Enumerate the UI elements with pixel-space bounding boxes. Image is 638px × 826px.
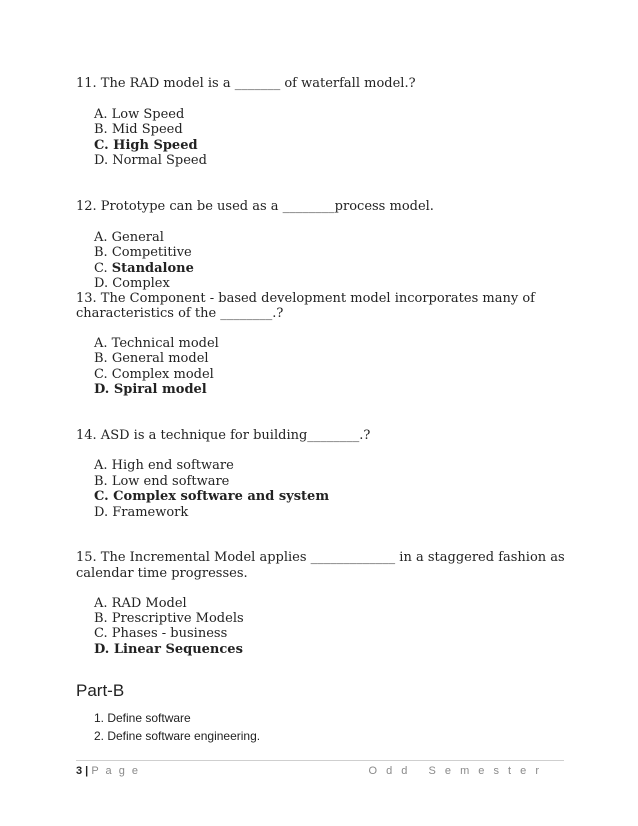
option-c-answer: Standalone [111, 261, 194, 276]
question-14-option-d: D. Framework [94, 505, 189, 520]
question-13-option-c: C. Complex model [94, 367, 214, 382]
footer-page-number [76, 764, 140, 778]
part-b-item-2: 2. Define software engineering. [94, 729, 261, 743]
question-14-option-b: B. Low end software [94, 474, 230, 489]
part-b-item-1: 1. Define software [94, 711, 191, 725]
question-11-option-d: D. Normal Speed [94, 153, 207, 168]
question-14-text: 14. ASD is a technique for building________.? [76, 428, 371, 443]
question-14-option-a: A. High end software [94, 458, 234, 473]
question-11-option-c-answer: C. High Speed [94, 138, 198, 153]
question-15-option-c: C. Phases - business [94, 626, 228, 641]
question-11-text: 11. The RAD model is a _______ of waterfall model.? [76, 76, 416, 91]
question-13-option-b: B. General model [94, 351, 209, 366]
footer-divider [76, 760, 564, 761]
question-11-option-b: B. Mid Speed [94, 122, 183, 137]
question-15-option-b: B. Prescriptive Models [94, 611, 244, 626]
question-15-option-a: A. RAD Model [94, 596, 187, 611]
question-15-text-line2: calendar time progresses. [76, 566, 248, 581]
page-number: 3 [76, 765, 83, 777]
question-12-option-d: D. Complex [94, 276, 170, 291]
option-c-prefix: C. [94, 261, 112, 276]
question-15-text-line1: 15. The Incremental Model applies _____________ in a staggered fashion as [76, 550, 565, 565]
question-12-text: 12. Prototype can be used as a ________process model. [76, 199, 434, 214]
question-14-option-c-answer: C. Complex software and system [94, 489, 330, 504]
question-13-option-d-answer: D. Spiral model [94, 382, 207, 397]
question-11-option-a: A. Low Speed [94, 107, 185, 122]
question-15-option-d-answer: D. Linear Sequences [94, 642, 243, 657]
question-12-option-c [94, 261, 194, 276]
part-b-heading: Part-B [76, 681, 125, 700]
question-13-text-line1: 13. The Component - based development model incorporates many of [76, 291, 535, 306]
question-13-text-line2: characteristics of the ________.? [76, 306, 284, 321]
page-label: P a g e [91, 765, 140, 777]
footer-semester: O d d S e m e s t e r [368, 765, 542, 777]
page-separator: | [82, 765, 92, 777]
question-12-option-b: B. Competitive [94, 245, 192, 260]
question-13-option-a: A. Technical model [94, 336, 219, 351]
question-12-option-a: A. General [94, 230, 164, 245]
